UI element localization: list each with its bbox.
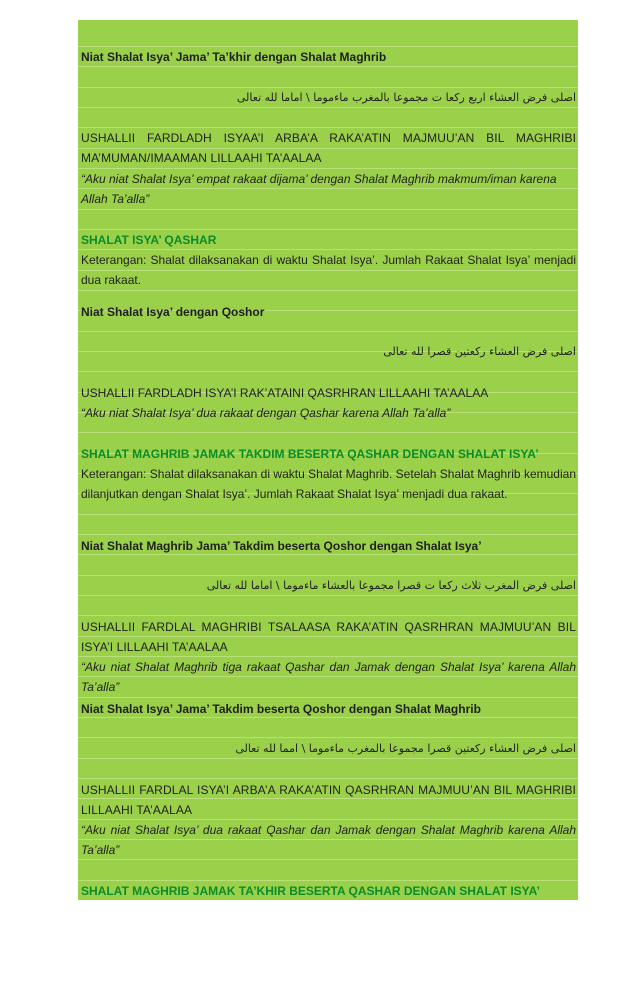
- section-title-maghrib-jamak-takhir: SHALAT MAGHRIB JAMAK TA’KHIR BESERTA QASHAR DENGAN SHALAT ISYA’: [81, 884, 540, 898]
- latin-niat-isya-jama-takdim: USHALLII FARDLAL ISYA’I ARBA’A RAKA’ATIN QASRHRAN MAJMUU’AN BIL MAGHRIBI LILLAAHI TA’AALAA: [81, 783, 576, 818]
- document-table: [78, 20, 578, 900]
- row-line: [78, 534, 578, 535]
- translation-maghrib-jama-takdim: “Aku niat Shalat Maghrib tiga rakaat Qashar dan Jamak dengan Shalat Isya’ karena Allah Ta’alla”: [81, 660, 576, 695]
- latin-niat-isya-qoshor: USHALLII FARDLADH ISYA’I RAK’ATAINI QASRHRAN LILLAAHI TA’AALAA: [81, 386, 489, 400]
- keterangan-isya-qashar: Keterangan: Shalat dilaksanakan di waktu Shalat Isya’. Jumlah Rakaat Shalat Isya’ menjadi dua rakaat.: [81, 253, 576, 288]
- row-line: [78, 737, 578, 738]
- row-line: [78, 615, 578, 616]
- section-title-isya-qashar: SHALAT ISYA’ QASHAR: [81, 233, 217, 247]
- keterangan-maghrib-jamak-takdim: Keterangan: Shalat dilaksanakan di waktu Shalat Maghrib. Setelah Shalat Maghrib kemudian dilanjutkan dengan Shalat Isya’. Jumlah Rakaat Shalat Isya’ menjadi dua rakaat.: [81, 467, 576, 502]
- niat-heading-isya-jama-takhir: Niat Shalat Isya’ Jama’ Ta’khir dengan Shalat Maghrib: [81, 50, 387, 64]
- row-line: [78, 331, 578, 332]
- row-line: [78, 371, 578, 372]
- arabic-niat-maghrib-jama-takdim: اصلى فرض المغرب ثلاث ركعا ت قصرا مجموعا بالعشاء ماءموما \ اماما لله تعالى: [206, 579, 576, 592]
- arabic-niat-isya-jama-takdim: اصلى فرض العشاء ركعتين قصرا مجموعا بالمغرب ماءموما \ امما لله تعالى: [235, 742, 576, 755]
- latin-niat-maghrib-jama-takdim: USHALLII FARDLAL MAGHRIBI TSALAASA RAKA’ATIN QASRHRAN MAJMUU’AN BIL ISYA’I LILLAAHI TA’AALAA: [81, 620, 576, 655]
- niat-heading-isya-qoshor: Niat Shalat Isya’ dengan Qoshor: [81, 305, 265, 319]
- translation-isya-qoshor: “Aku niat Shalat Isya’ dua rakaat dengan Qashar karena Allah Ta’alla”: [81, 406, 451, 420]
- section-title-maghrib-jamak-takdim: SHALAT MAGHRIB JAMAK TAKDIM BESERTA QASHAR DENGAN SHALAT ISYA’: [81, 447, 539, 461]
- row-line: [78, 432, 578, 433]
- latin-niat-isya-jama-takhir: USHALLII FARDLADH ISYAA’I ARBA’A RAKA’ATIN MAJMUU’AN BIL MAGHRIBI MA’MUMAN/IMAAMAN LILLAAHI TA’AALAA: [81, 131, 576, 166]
- row-line: [78, 778, 578, 779]
- arabic-niat-isya-jama-takhir: اصلى فرض العشاء اربع ركعا ت مجموعا بالمغرب ماءموما \ اماما لله تعالى: [236, 91, 576, 104]
- translation-isya-jama-takhir: “Aku niat Shalat Isya’ empat rakaat dijama’ dengan Shalat Maghrib makmum/iman karena Allah Ta’alla”: [81, 172, 557, 207]
- arabic-niat-isya-qoshor: اصلى فرض العشاء ركعتين قصرا لله تعالى: [383, 345, 576, 358]
- niat-heading-isya-jama-takdim: Niat Shalat Isya’ Jama’ Takdim beserta Qoshor dengan Shalat Maghrib: [81, 702, 481, 716]
- niat-heading-maghrib-jama-takdim: Niat Shalat Maghrib Jama’ Takdim beserta Qoshor dengan Shalat Isya’: [81, 539, 482, 553]
- translation-isya-jama-takdim: “Aku niat Shalat Isya’ dua rakaat Qashar dan Jamak dengan Shalat Maghrib karena Allah Ta’alla”: [81, 823, 576, 858]
- row-line: [78, 514, 578, 515]
